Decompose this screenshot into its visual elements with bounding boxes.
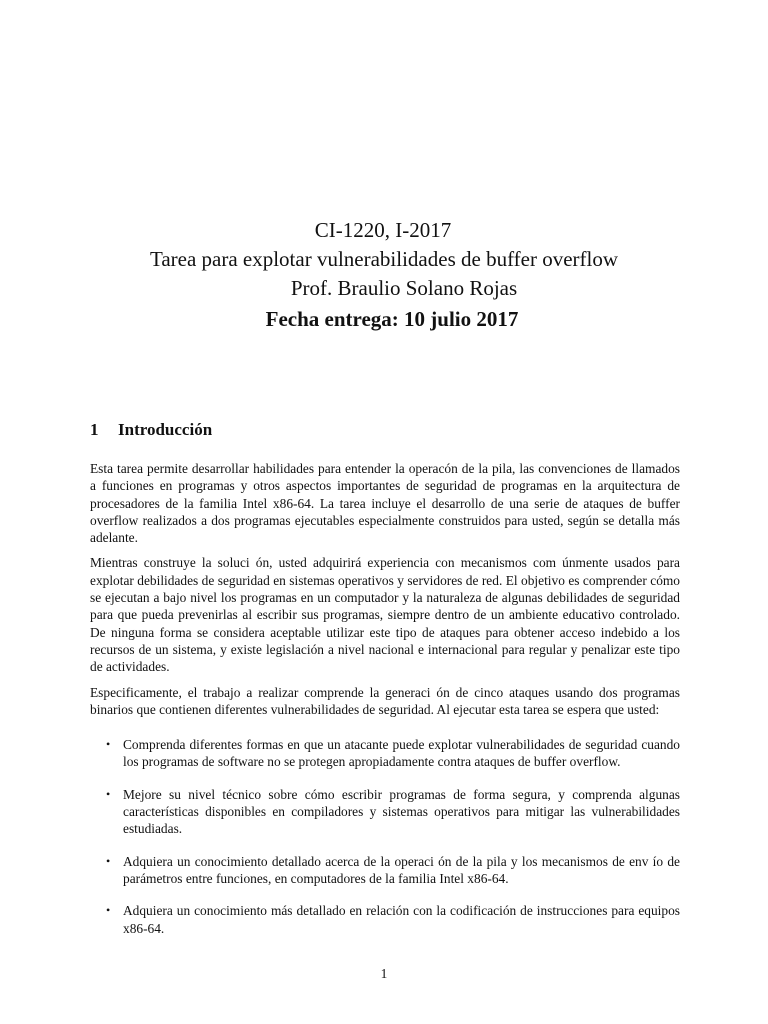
section-heading (90, 420, 212, 440)
title-block (0, 216, 768, 334)
list-item-text: Adquiera un conocimiento más detallado en relación con la codificación de instrucciones para equipos x86-64. (123, 903, 680, 936)
assignment-title: Tarea para explotar vulnerabilidades de buffer overflow (149, 247, 619, 271)
paragraph-intro: Esta tarea permite desarrollar habilidades para entender la operacón de la pila, las convenciones de llamados a funciones en programas y otros aspectos importantes de seguridad de programas en la arquitectura de procesadores de la familia Intel x86-64. La tarea incluye el desarrollo de una serie de ataques de buffer overflow realizados a dos programas ejecutables especialmente construidos para usted, según se detalla más adelante. (90, 461, 680, 546)
list-item-text: Adquiera un conocimiento detallado acerca de la operaci ón de la pila y los mecanismos de env ío de parámetros entre funciones, en computadores de la familia Intel x86-64. (123, 853, 680, 886)
bullet-icon: • (106, 786, 111, 801)
section-title: Introducción (118, 420, 213, 439)
page-number: 1 (380, 966, 388, 981)
paragraph-objectives: Especificamente, el trabajo a realizar comprende la generaci ón de cinco ataques usando dos programas binarios que contienen diferentes vulnerabilidades de seguridad. Al ejecutar esta tarea se espera que usted: (90, 684, 680, 717)
list-item-text: Mejore su nivel técnico sobre cómo escribir programas de forma segura, y comprenda algunas características disponibles en compiladores y sistemas operativos para mitigar las vulnerabilidades estudiadas. (123, 786, 680, 837)
list-item (106, 736, 680, 771)
list-item (106, 902, 680, 937)
list-item-text: Comprenda diferentes formas en que un atacante puede explotar vulnerabilidades de seguridad cuando los programas de software no se protegen apropiadamente contra ataques de buffer overflow. (123, 737, 680, 770)
body-text (90, 460, 680, 952)
due-date: Fecha entrega: 10 julio 2017 (265, 307, 519, 331)
section-number: 1 (90, 420, 99, 439)
bullet-icon: • (106, 737, 111, 752)
list-item (106, 786, 680, 838)
professor-name: Prof. Braulio Solano Rojas (290, 276, 518, 300)
bullet-icon: • (106, 903, 111, 918)
paragraph-experience: Mientras construye la soluci ón, usted adquirirá experiencia con mecanismos com únmente usados para explotar debilidades de seguridad en sistemas operativos y servidores de red. El objetivo es comprender cómo se ejecutan a bajo nivel los programas en un computador y la naturaleza de algunas debilidades de seguridad para que pueda prevenirlas al escribir sus programas, siempre dentro de un ambiente educativo controlado. De ninguna forma se considera aceptable utilizar este tipo de ataques para obtener acceso indebido a los recursos de un sistema, y existe legislación a nivel nacional e internacional para regular y penalizar este tipo de actividades. (90, 555, 680, 675)
objectives-list (90, 736, 680, 937)
course-code: CI-1220, I-2017 (314, 218, 452, 242)
list-item (106, 853, 680, 888)
bullet-icon: • (106, 853, 111, 868)
